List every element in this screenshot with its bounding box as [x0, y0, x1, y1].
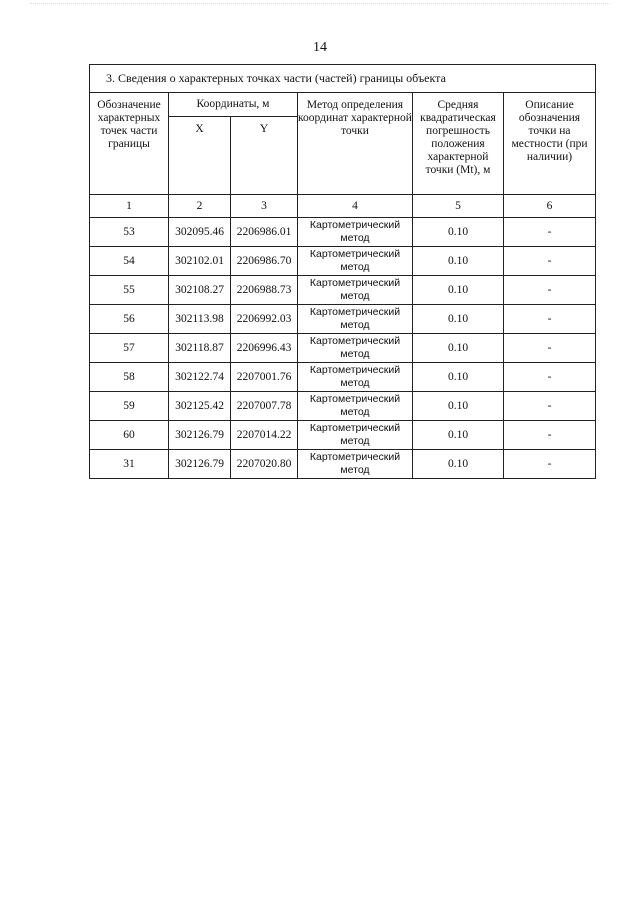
error-value: 0.10	[413, 218, 504, 247]
method: Картометрический метод	[298, 276, 413, 305]
method: Картометрический метод	[298, 363, 413, 392]
coord-y: 2207001.76	[231, 363, 298, 392]
coord-y: 2206988.73	[231, 276, 298, 305]
header-error: Средняя квадратическая погрешность положения характерной точки (Mt), м	[413, 93, 504, 195]
header-y: Y	[231, 117, 298, 195]
method: Картометрический метод	[298, 305, 413, 334]
characteristic-points-table	[89, 64, 596, 479]
error-value: 0.10	[413, 363, 504, 392]
error-value: 0.10	[413, 392, 504, 421]
header-designation: Обозначение характерных точек части границы	[90, 93, 169, 195]
description: -	[504, 363, 596, 392]
coord-x: 302108.27	[169, 276, 231, 305]
table-row	[90, 421, 596, 450]
description: -	[504, 247, 596, 276]
scan-artifact-line	[30, 3, 610, 10]
coord-y: 2207020.80	[231, 450, 298, 479]
point-id: 53	[90, 218, 169, 247]
description: -	[504, 450, 596, 479]
coord-x: 302118.87	[169, 334, 231, 363]
method: Картометрический метод	[298, 334, 413, 363]
point-id: 56	[90, 305, 169, 334]
header-x: X	[169, 117, 231, 195]
coord-y: 2207007.78	[231, 392, 298, 421]
point-id: 31	[90, 450, 169, 479]
coord-y: 2207014.22	[231, 421, 298, 450]
error-value: 0.10	[413, 450, 504, 479]
point-id: 55	[90, 276, 169, 305]
table-row	[90, 334, 596, 363]
table-row	[90, 392, 596, 421]
method: Картометрический метод	[298, 450, 413, 479]
table-row	[90, 363, 596, 392]
point-id: 58	[90, 363, 169, 392]
description: -	[504, 276, 596, 305]
table-row	[90, 247, 596, 276]
column-number-row	[90, 195, 596, 218]
description: -	[504, 334, 596, 363]
column-number: 4	[298, 195, 413, 218]
point-id: 59	[90, 392, 169, 421]
column-number: 1	[90, 195, 169, 218]
method: Картометрический метод	[298, 247, 413, 276]
table-row	[90, 450, 596, 479]
coord-x: 302095.46	[169, 218, 231, 247]
error-value: 0.10	[413, 276, 504, 305]
header-description: Описание обозначения точки на местности (при наличии)	[504, 93, 596, 195]
coord-x: 302122.74	[169, 363, 231, 392]
coord-y: 2206986.70	[231, 247, 298, 276]
point-id: 60	[90, 421, 169, 450]
coord-x: 302126.79	[169, 450, 231, 479]
method: Картометрический метод	[298, 392, 413, 421]
column-number: 2	[169, 195, 231, 218]
description: -	[504, 218, 596, 247]
table-row	[90, 305, 596, 334]
header-method: Метод определения координат характерной точки	[298, 93, 413, 195]
point-id: 54	[90, 247, 169, 276]
table-row	[90, 276, 596, 305]
section-title: 3. Сведения о характерных точках части (частей) границы объекта	[90, 65, 596, 93]
coord-x: 302113.98	[169, 305, 231, 334]
method: Картометрический метод	[298, 421, 413, 450]
coord-x: 302126.79	[169, 421, 231, 450]
description: -	[504, 421, 596, 450]
column-number: 5	[413, 195, 504, 218]
table-row	[90, 218, 596, 247]
header-coordinates: Координаты, м	[169, 93, 298, 117]
error-value: 0.10	[413, 421, 504, 450]
method: Картометрический метод	[298, 218, 413, 247]
coord-x: 302125.42	[169, 392, 231, 421]
error-value: 0.10	[413, 247, 504, 276]
coord-y: 2206986.01	[231, 218, 298, 247]
point-id: 57	[90, 334, 169, 363]
page-number: 14	[313, 40, 327, 55]
coord-y: 2206996.43	[231, 334, 298, 363]
coord-x: 302102.01	[169, 247, 231, 276]
column-number: 6	[504, 195, 596, 218]
error-value: 0.10	[413, 334, 504, 363]
coord-y: 2206992.03	[231, 305, 298, 334]
column-number: 3	[231, 195, 298, 218]
description: -	[504, 392, 596, 421]
description: -	[504, 305, 596, 334]
error-value: 0.10	[413, 305, 504, 334]
